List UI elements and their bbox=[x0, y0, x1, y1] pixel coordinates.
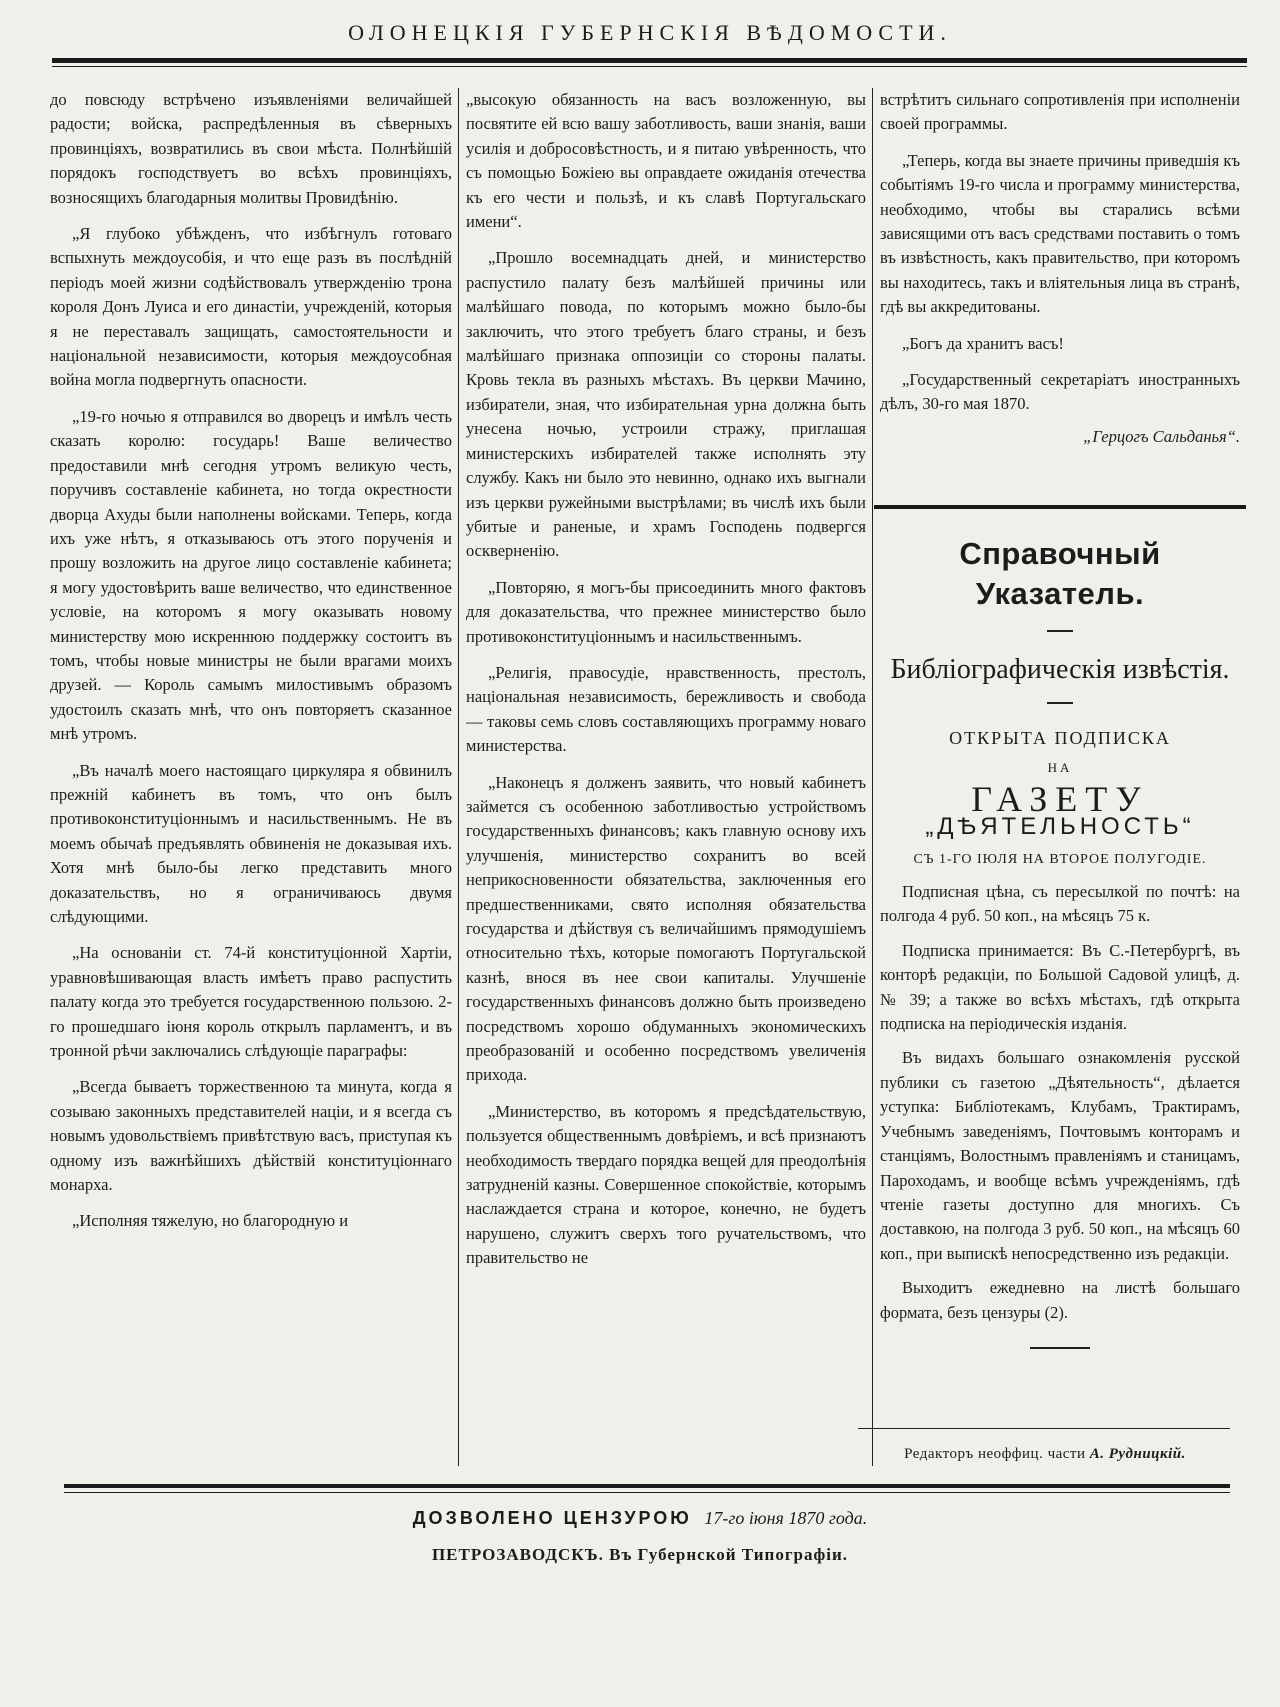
divider bbox=[1047, 630, 1073, 632]
paragraph: „Всегда бываетъ торжественною та минута, когда я созываю законныхъ представителей націи, и я всегда съ новымъ удовольствіемъ привѣтствую васъ, приступая къ одному изъ важнѣйшихъ дѣйствій конституціоннаго монарха. bbox=[50, 1077, 452, 1195]
signature: „Герцогъ Сальданья“. bbox=[1083, 426, 1240, 446]
paragraph: „Министерство, въ которомъ я предсѣдательствую, пользуется общественнымъ довѣріемъ, и всѣ признаютъ необходимость твердаго порядка вещей для преодолѣнія затрудненій казны. Совершенное спокойствіе, которымъ наслаждается страна и которое, конечно, не будетъ нарушено, служитъ сверхъ того ручательствомъ, что правительство не bbox=[466, 1101, 866, 1268]
paragraph: „Прошло восемнадцать дней, и министерство распустило палату безъ малѣйшей причины или малѣйшаго повода, по которымъ можно было-бы заключить, что этого требуетъ благо страны, и безъ малѣйшаго признака оппозиціи со стороны палаты. Кровь текла въ разныхъ мѣстахъ. Въ церкви Мачино, избиратели, зная, что избирательная урна должна быть унесена ночью, устроили стражу, приглашая министерскихъ избирателей также исполнять эту службу. Какъ ни было это невинно, однако ихъ выгнали изъ церкви ружейными выстрѣлами; въ числѣ ихъ были убитые и раненые, и храмъ Господень подвергся оскверненію. bbox=[466, 248, 866, 561]
column-2 bbox=[466, 88, 866, 1456]
paragraph: „Теперь, когда вы знаете причины приведшія къ событіямъ 19-го числа и программу министерства, необходимо, чтобы вы старались всѣми зависящими отъ васъ средствами поставить о томъ въ извѣстность, какъ правительство, при которомъ вы находитесь, такъ и вліятельныя лица въ странѣ, гдѣ вы аккредитованы. bbox=[880, 150, 1240, 317]
paragraph: „Исполняя тяжелую, но благородную и bbox=[72, 1211, 349, 1231]
footer-rule-thin bbox=[64, 1492, 1230, 1493]
footer-rule bbox=[64, 1484, 1230, 1488]
paragraph: „Наконецъ я долженъ заявить, что новый кабинетъ займется съ особенною заботливостью устройствомъ государственныхъ финансовъ; какъ главную основу ихъ улучшенія, министерство сохранитъ во всей неприкосновенности обязательства, заключенныя его предшественниками, свято исполняя обязательства государства и дѣйствуя съ величайшимъ прямодушіемъ относительно тѣхъ, которые помогаютъ Португальской казнѣ, внося въ нее свои капиталы. Улучшеніе государственныхъ финансовъ должно быть произведено посредствомъ хорошо обдуманныхъ экономическихъ преобразованій и особенно посредствомъ увеличенія прихода. bbox=[466, 772, 866, 1085]
divider bbox=[1030, 1347, 1090, 1349]
paragraph: „Въ началѣ моего настоящаго циркуляра я обвинилъ прежній кабинетъ въ томъ, что онъ былъ противоконституціоннымъ и насильственнымъ. Не въ моемъ обычаѣ предъявлять обвиненія не доказывая ихъ. Хотя мнѣ было-бы легко представить много доказательствъ, но я ограничиваюсь двумя слѣдующими. bbox=[50, 760, 452, 926]
paragraph: „Повторяю, я могъ-бы присоединить много фактовъ для доказательства, что прежнее министерство было противоконституціоннымъ и насильственнымъ. bbox=[466, 577, 866, 646]
publication-format: Выходитъ ежедневно на листѣ большаго формата, безъ цензуры (2). bbox=[880, 1278, 1240, 1322]
censor-date: 17-го іюня 1870 года. bbox=[704, 1508, 868, 1528]
divider bbox=[1047, 702, 1073, 704]
header-rule-thin bbox=[52, 66, 1247, 67]
paragraph: „На основаніи ст. 74-й конституціонной Хартіи, уравновѣшивающая власть имѣетъ право распустить палату когда это требуется государственною пользою. 2-го прошедшаго іюня король открылъ парламентъ, и въ тронной рѣчи заключались слѣдующіе параграфы: bbox=[50, 943, 452, 1061]
censor-approval: ДОЗВОЛЕНО ЦЕНЗУРОЮ bbox=[412, 1508, 692, 1528]
gazette-name: „ДѢЯТЕЛЬНОСТЬ“ bbox=[925, 813, 1195, 841]
column-1 bbox=[50, 88, 452, 1456]
editor-rule bbox=[858, 1428, 1230, 1429]
paragraph: „высокую обязанность на васъ возложенную, вы посвятите ей всю вашу заботливость, ваши знанія, ваши усилія и добросовѣстность, и я питаю увѣренность, что съ помощью Божіею вы оправдаете ожиданія отечества къ его чести и пользѣ, и къ славѣ Португальскаго имени“. bbox=[466, 90, 866, 232]
gazette-heading: ГАЗЕТУ bbox=[971, 778, 1149, 819]
header-rule bbox=[52, 58, 1247, 63]
column-divider bbox=[458, 88, 459, 1466]
section-rule bbox=[874, 505, 1246, 509]
paragraph: встрѣтитъ сильнаго сопротивленія при исполненіи своей программы. bbox=[880, 90, 1240, 134]
paragraph: „Религія, правосудіе, нравственность, престолъ, національная независимость, бережливость и свобода — таковы семь словъ составляющихъ программу новаго министерства. bbox=[466, 662, 866, 756]
editor-label: Редакторъ неоффиц. части bbox=[904, 1446, 1086, 1462]
printer-line: ПЕТРОЗАВОДСКЪ. Въ Губернской Типографіи. bbox=[431, 1545, 849, 1564]
subscription-discount: Въ видахъ большаго ознакомленія русской публики съ газетою „Дѣятельность“, дѣлается уступка: Библіотекамъ, Клубамъ, Трактирамъ, Учебнымъ заведеніямъ, Почтовымъ конторамъ и станціямъ, Волостнымъ правленіямъ и станицамъ, Пароходамъ, и вообще всѣмъ учрежденіямъ, гдѣ чтеніе газеты доступно для многихъ. Съ доставкою, на полгода 3 руб. 50 коп., на мѣсяцъ 60 коп., при выпискѣ непосредственно изъ редакціи. bbox=[880, 1048, 1240, 1263]
column-3 bbox=[880, 88, 1240, 488]
censor-line bbox=[0, 1508, 1280, 1529]
subscription-where: Подписка принимается: Въ С.-Петербургѣ, въ конторѣ редакціи, по Большой Садовой улицѣ, д. № 39; а также во всѣхъ мѣстахъ, гдѣ открыта подписка на періодическія изданія. bbox=[880, 940, 1240, 1034]
subscription-on: НА bbox=[1047, 760, 1073, 776]
reference-heading: Справочный Указатель. bbox=[959, 536, 1161, 611]
paragraph: „Я глубоко убѣжденъ, что избѣгнулъ готоваго вспыхнуть междоусобія, и что еще разъ въ послѣдній періодъ моей жизни содѣйствовалъ утвержденію трона короля Донъ Луиса и его династіи, учрежденій, которыя я не переставалъ защищать, самостоятельности и національной независимости, которыя междоусобная война могла подвергнуть опасности. bbox=[50, 224, 452, 390]
paragraph: до повсюду встрѣчено изъявленіями величайшей радости; войска, распредѣленныя въ сѣверныхъ провинціяхъ, возвратились въ свои мѣста. Полнѣйшій порядокъ господствуетъ во всѣхъ провинціяхъ, возносящихъ благодарныя молитвы Провидѣнію. bbox=[50, 90, 452, 207]
editor-line bbox=[860, 1446, 1230, 1463]
paragraph: „Богъ да хранитъ васъ! bbox=[902, 333, 1064, 353]
subscription-price: Подписная цѣна, съ пересылкой по почтѣ: на полгода 4 руб. 50 коп., на мѣсяцъ 75 к. bbox=[880, 882, 1240, 926]
subscription-period: СЪ 1-ГО ІЮЛЯ НА ВТОРОЕ ПОЛУГОДІЕ. bbox=[913, 851, 1207, 867]
paragraph: „Государственный секретаріатъ иностранныхъ дѣлъ, 30-го мая 1870. bbox=[880, 370, 1240, 414]
column-divider bbox=[872, 88, 873, 1466]
bibliography-heading: Библіографическія извѣстія. bbox=[890, 654, 1230, 685]
subscription-heading: ОТКРЫТА ПОДПИСКА bbox=[949, 728, 1171, 748]
editor-name: А. Рудницкій. bbox=[1089, 1446, 1186, 1462]
paragraph: „19-го ночью я отправился во дворецъ и имѣлъ честь сказать королю: государь! Ваше величество предоставили мнѣ сегодня утромъ великую честь, поручивъ составленіе кабинета, но тогда окрестности дворца Ахуды были наполнены войсками. Теперь, когда ихъ уже нѣтъ, я отказываюсь отъ этого порученія и прошу возложить на другое лицо составленіе кабинета; я могу удостовѣрить ваше величество, что единственное условіе, на которомъ я могу оказывать новому министерству мою искреннюю поддержку состоитъ въ томъ, чтобы новые министры не были врагами моихъ друзей. — Король самымъ милостивымъ образомъ удостоилъ сказать мнѣ, что онъ повторяетъ сказанное мнѣ утромъ. bbox=[50, 406, 452, 744]
newspaper-title: ОЛОНЕЦКІЯ ГУБЕРНСКІЯ ВѢДОМОСТИ. bbox=[348, 20, 952, 45]
reference-section bbox=[880, 520, 1240, 1349]
